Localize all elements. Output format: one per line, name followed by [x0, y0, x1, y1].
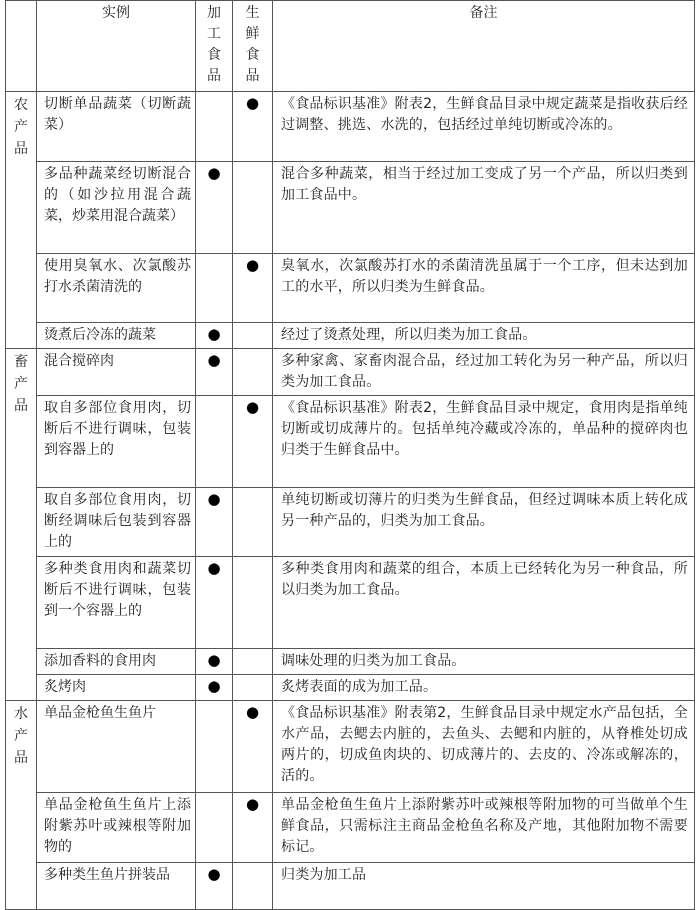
table-row: [6, 349, 695, 396]
example-cell: 切断单品蔬菜（切断蔬菜）: [37, 92, 196, 162]
processed-mark: ●: [196, 675, 233, 701]
note-cell: 炙烤表面的成为加工品。: [273, 675, 695, 701]
table-row: [6, 488, 695, 557]
fresh-mark: [233, 488, 273, 557]
fresh-mark: [233, 649, 273, 675]
fresh-mark: [233, 675, 273, 701]
header-fresh: 生鲜食品: [233, 1, 273, 92]
example-cell: 单品金枪鱼生鱼片: [37, 701, 196, 793]
header-category: [6, 1, 37, 92]
note-cell: 归类为加工品: [273, 863, 695, 910]
note-cell: 多种家禽、家畜肉混合品，经过加工转化为另一种产品，所以归类为加工食品。: [273, 349, 695, 396]
note-cell: 多种类食用肉和蔬菜的组合，本质上已经转化为另一种食品，所以归类为加工食品。: [273, 557, 695, 649]
example-cell: 炙烤肉: [37, 675, 196, 701]
processed-mark: ●: [196, 323, 233, 349]
note-cell: 单纯切断或切薄片的归类为生鲜食品，但经过调味本质上转化成另一种产品的，归类为加工食品。: [273, 488, 695, 557]
processed-mark: [196, 92, 233, 162]
processed-mark: [196, 254, 233, 323]
processed-mark: ●: [196, 162, 233, 254]
note-cell: 《食品标识基准》附表2，生鲜食品目录中规定，食用肉是指单纯切断或切成薄片的。包括单纯冷藏或冷冻的，单品种的搅碎肉也归类于生鲜食品中。: [273, 396, 695, 488]
header-notes: 备注: [273, 1, 695, 92]
fresh-mark: ●: [233, 254, 273, 323]
example-cell: 多种类生鱼片拼装品: [37, 863, 196, 910]
table-row: [6, 396, 695, 488]
fresh-mark: ●: [233, 396, 273, 488]
table-row: [6, 649, 695, 675]
category-aquatic: 水产品: [6, 701, 37, 910]
fresh-mark: ●: [233, 793, 273, 863]
note-cell: 调味处理的归类为加工食品。: [273, 649, 695, 675]
header-row: [6, 1, 695, 92]
category-agricultural: 农产品: [6, 92, 37, 349]
fresh-mark: [233, 557, 273, 649]
note-cell: 臭氧水，次氯酸苏打水的杀菌清洗虽属于一个工序，但未达到加工的水平，所以归类为生鲜食品。: [273, 254, 695, 323]
fresh-mark: [233, 349, 273, 396]
example-cell: 烫煮后冷冻的蔬菜: [37, 323, 196, 349]
table-row: [6, 254, 695, 323]
example-cell: 多种类食用肉和蔬菜切断后不进行调味，包装到一个容器上的: [37, 557, 196, 649]
note-cell: 《食品标识基准》附表第2，生鲜食品目录中规定水产品包括，全水产品，去鳃去内脏的，去鱼头、去鳃和内脏的，从脊椎处切成两片的，切成鱼肉块的、切成薄片的、去皮的、冷冻或解冻的，活的。: [273, 701, 695, 793]
processed-mark: ●: [196, 488, 233, 557]
example-cell: 取自多部位食用肉，切断后不进行调味，包装到容器上的: [37, 396, 196, 488]
fresh-mark: [233, 162, 273, 254]
table-row: [6, 323, 695, 349]
example-cell: 添加香料的食用肉: [37, 649, 196, 675]
table-row: [6, 701, 695, 793]
table-row: [6, 863, 695, 910]
note-cell: 单品金枪鱼生鱼片上添附紫苏叶或辣根等附加物的可当做单个生鲜食品，只需标注主商品金枪鱼名称及产地，其他附加物不需要标记。: [273, 793, 695, 863]
table-row: [6, 557, 695, 649]
table-row: [6, 162, 695, 254]
fresh-mark: ●: [233, 92, 273, 162]
example-cell: 使用臭氧水、次氯酸苏打水杀菌清洗的: [37, 254, 196, 323]
fresh-mark: ●: [233, 701, 273, 793]
processed-mark: ●: [196, 349, 233, 396]
processed-mark: [196, 701, 233, 793]
note-cell: 《食品标识基准》附表2，生鲜食品目录中规定蔬菜是指收获后经过调整、挑选、水洗的，包括经过单纯切断或冷冻的。: [273, 92, 695, 162]
example-cell: 多品种蔬菜经切断混合的（如沙拉用混合蔬菜，炒菜用混合蔬菜）: [37, 162, 196, 254]
processed-mark: [196, 793, 233, 863]
table-row: [6, 92, 695, 162]
fresh-mark: [233, 323, 273, 349]
fresh-mark: [233, 863, 273, 910]
processed-mark: ●: [196, 649, 233, 675]
food-classification-table: [5, 0, 695, 910]
category-livestock: 畜产品: [6, 349, 37, 701]
processed-mark: ●: [196, 863, 233, 910]
processed-mark: ●: [196, 557, 233, 649]
header-example: 实例: [37, 1, 196, 92]
note-cell: 经过了烫煮处理，所以归类为加工食品。: [273, 323, 695, 349]
example-cell: 取自多部位食用肉，切断经调味后包装到容器上的: [37, 488, 196, 557]
example-cell: 单品金枪鱼生鱼片上添附紫苏叶或辣根等附加物的: [37, 793, 196, 863]
processed-mark: [196, 396, 233, 488]
table-row: [6, 675, 695, 701]
table-row: [6, 793, 695, 863]
example-cell: 混合搅碎肉: [37, 349, 196, 396]
note-cell: 混合多种蔬菜，相当于经过加工变成了另一个产品，所以归类到加工食品中。: [273, 162, 695, 254]
header-processed: 加工食品: [196, 1, 233, 92]
